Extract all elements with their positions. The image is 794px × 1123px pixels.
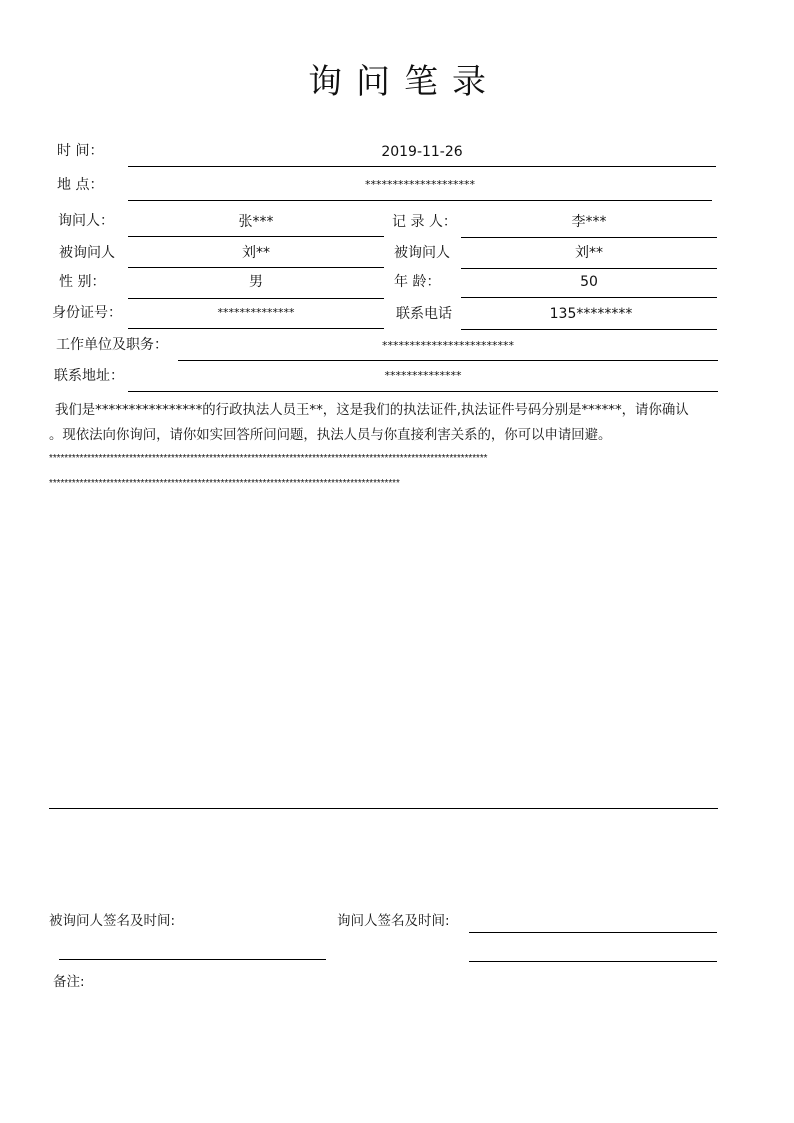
work-unit-underline (178, 360, 718, 361)
age-underline (461, 297, 717, 298)
content-divider (49, 808, 718, 809)
address-value: ************** (384, 369, 462, 382)
phone-value: 135******** (549, 306, 633, 322)
place-value: ******************** (365, 178, 475, 191)
gender-underline (128, 298, 384, 299)
time-label: 时 间： (57, 143, 104, 159)
id-number-label: 身份证号： (52, 305, 122, 321)
remarks-label: 备注: (53, 974, 85, 990)
recorder-underline (461, 237, 717, 238)
gender-value: 男 (249, 274, 263, 290)
gender-label: 性 别： (59, 274, 106, 290)
statement-line-1: 我们是****************的行政执法人员王**，这是我们的执法证件,执法证件号码分别是******，请你确认 (55, 403, 689, 418)
inquired-signature-label: 被询问人签名及时间: (49, 913, 176, 929)
page-title: 询问笔录 (308, 62, 500, 102)
statement-stars-2: ******************************************************************************************** (49, 478, 400, 489)
work-unit-label: 工作单位及职务： (56, 337, 168, 353)
place-underline (128, 200, 712, 201)
statement-stars-1: ******************************************************************************************************************* (49, 453, 488, 464)
inquirer-label: 询问人： (58, 213, 114, 229)
phone-underline (461, 329, 717, 330)
inquirer-signature-line-1 (469, 932, 717, 933)
inquired-label-left: 被询问人 (59, 245, 115, 261)
inquirer-underline (128, 236, 384, 237)
inquirer-signature-line-2 (469, 961, 717, 962)
address-label: 联系地址： (54, 368, 124, 384)
phone-label: 联系电话 (396, 306, 452, 322)
id-number-underline (128, 328, 384, 329)
address-underline (128, 391, 718, 392)
inquired-underline-left (128, 267, 384, 268)
inquired-signature-line (59, 959, 326, 960)
id-number-value: ************** (217, 306, 295, 319)
age-label: 年 龄： (394, 274, 441, 290)
inquired-label-right: 被询问人 (394, 245, 450, 261)
inquired-value-right: 刘** (575, 245, 603, 261)
statement-line-2: 。现依法向你询问，请你如实回答所问问题，执法人员与你直接利害关系的，你可以申请回避。 (49, 428, 612, 443)
time-underline (128, 166, 716, 167)
inquirer-value: 张*** (238, 214, 274, 230)
recorder-value: 李*** (571, 214, 607, 230)
inquirer-signature-label: 询问人签名及时间: (337, 913, 450, 929)
time-value: 2019-11-26 (381, 144, 463, 160)
work-unit-value: ************************ (382, 339, 514, 352)
recorder-label: 记 录 人： (392, 214, 457, 230)
place-label: 地 点： (57, 177, 104, 193)
inquired-underline-right (461, 268, 717, 269)
age-value: 50 (580, 274, 598, 290)
inquired-value-left: 刘** (242, 245, 270, 261)
